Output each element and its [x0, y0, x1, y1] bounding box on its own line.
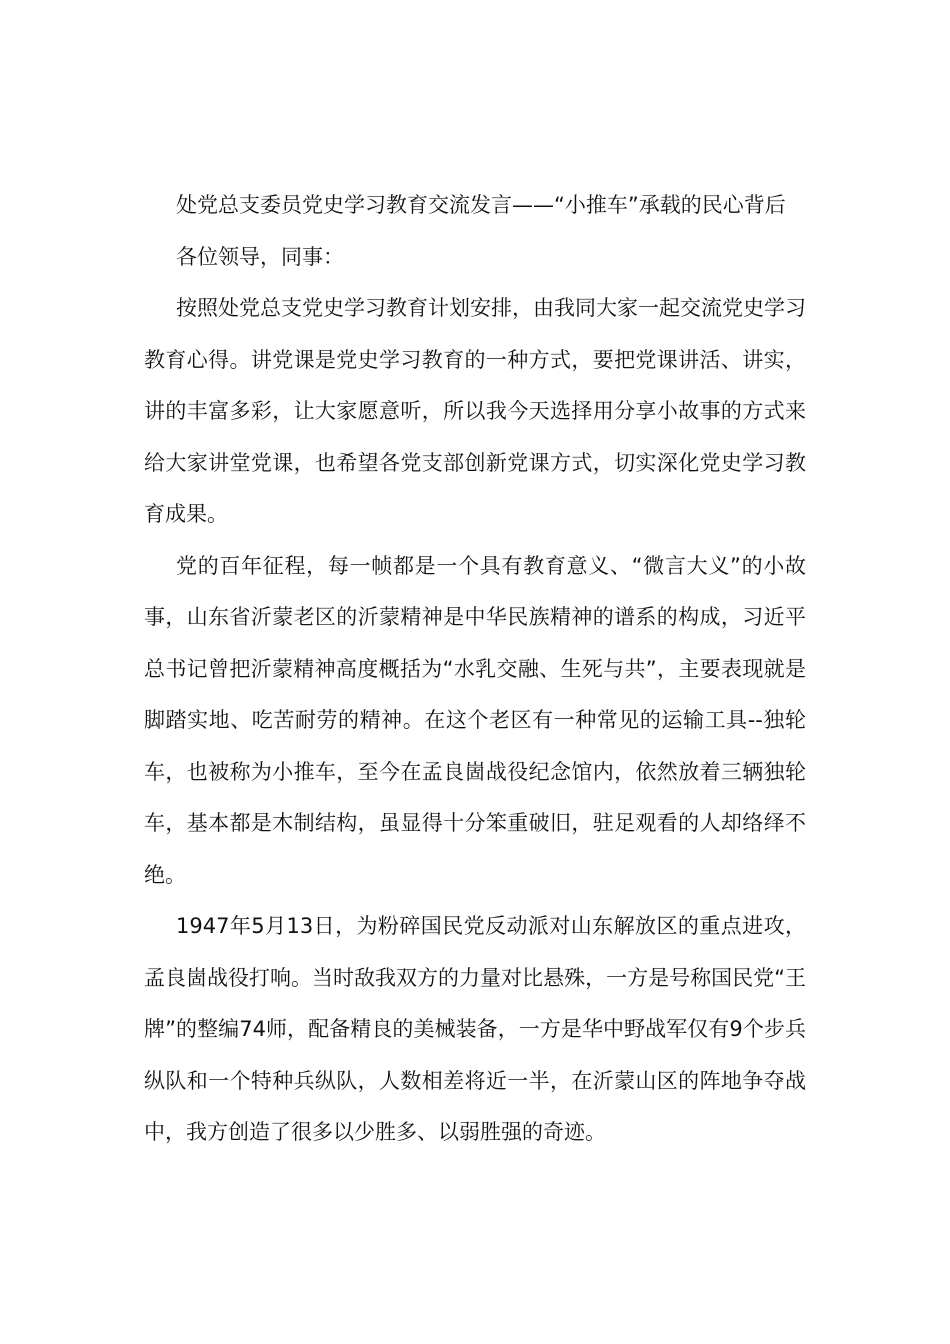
- salutation: 各位领导，同事：: [176, 244, 344, 269]
- body-paragraph-1: 按照处党总支党史学习教育计划安排，由我同大家一起交流党史学习教育心得。讲党课是党史学习教育的一种方式，要把党课讲活、讲实，讲的丰富多彩，让大家愿意听，所以我今天选择用分享小故事的方式来给大家讲堂党课，也希望各党支部创新党课方式，切实深化党史学习教育成果。: [144, 296, 806, 526]
- document-title: 处党总支委员党史学习教育交流发言——“小推车”承载的民心背后: [176, 193, 786, 217]
- body-paragraph-2: 党的百年征程，每一帧都是一个具有教育意义、“微言大义”的小故事，山东省沂蒙老区的沂蒙精神是中华民族精神的谱系的构成，习近平总书记曾把沂蒙精神高度概括为“水乳交融、生死与共”，主要表现就是脚踏实地、吃苦耐劳的精神。在这个老区有一种常见的运输工具--独轮车，也被称为小推车，至今在孟良崮战役纪念馆内，依然放着三辆独轮车，基本都是木制结构，虽显得十分笨重破旧，驻足观看的人却络绎不绝。: [144, 553, 806, 887]
- body-paragraph-3: 1947年5月13日，为粉碎国民党反动派对山东解放区的重点进攻，孟良崮战役打响。当时敌我双方的力量对比悬殊，一方是号称国民党“王牌”的整编74师，配备精良的美械装备，一方是华中野战军仅有9个步兵纵队和一个特种兵纵队，人数相差将近一半，在沂蒙山区的阵地争夺战中，我方创造了很多以少胜多、以弱胜强的奇迹。: [144, 914, 806, 1144]
- document-body: [144, 180, 806, 1159]
